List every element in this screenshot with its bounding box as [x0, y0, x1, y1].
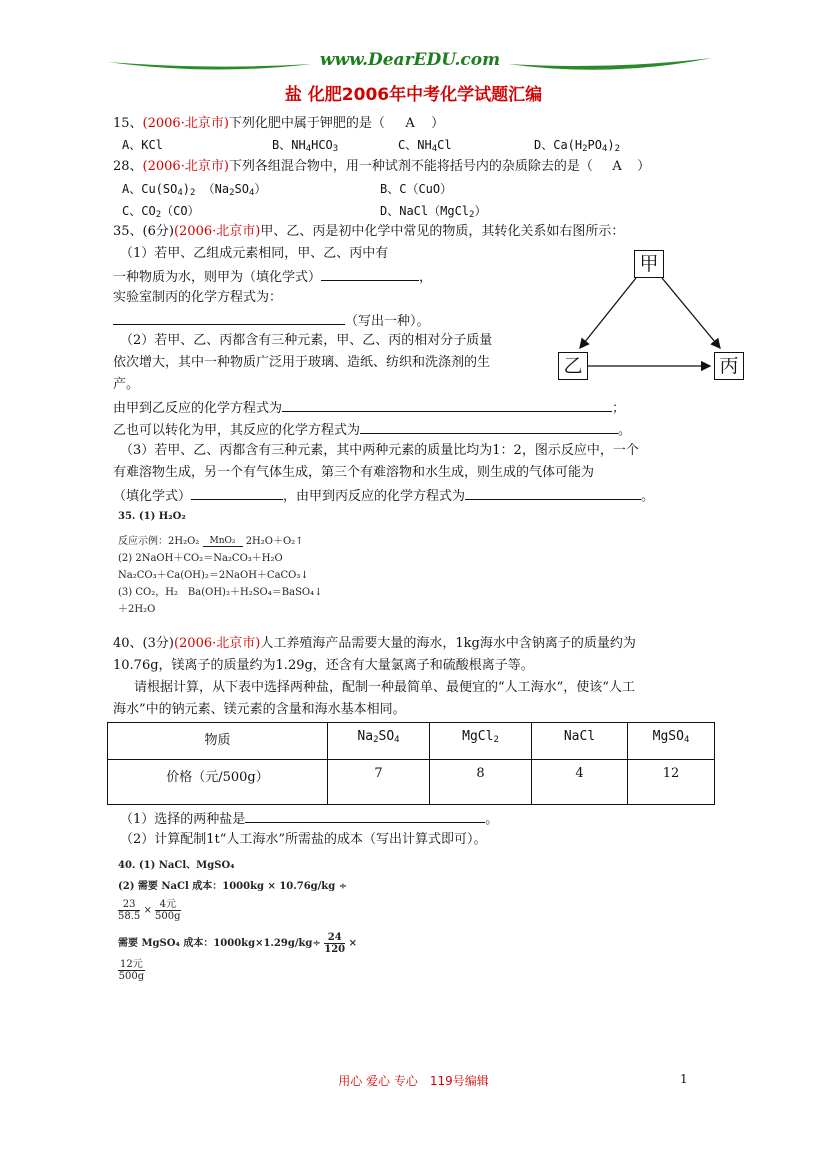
q35-part2-line2: 依次增大，其中一种物质广泛用于玻璃、造纸、纺织和洗涤剂的生: [113, 355, 491, 370]
answer-35-line1: 35. (1) H₂O₂: [118, 511, 186, 522]
node-jia: 甲: [634, 250, 664, 278]
table-cell: 12: [628, 760, 715, 805]
question-15: 15、(2006·北京市)下列化肥中属于钾肥的是（ A ）: [113, 116, 445, 131]
q35-part2-line4: 由甲到乙反应的化学方程式为 ；: [113, 397, 625, 419]
answer-35-line3: (2) 2NaOH＋CO₂＝Na₂CO₃＋H₂O: [118, 553, 283, 564]
q40-line2: 10.76g，镁离子的质量约为1.29g，还含有大量氯离子和硫酸根离子等。: [113, 658, 534, 673]
q28-options-ab: A、$Cu(SO_4)_2$ $(Na_2SO_4)$ B、C（CuO）: [122, 182, 453, 198]
table-header-mgso4: MgSO$_4$: [628, 723, 715, 760]
answer-40-line2: (2) 需要 NaCl 成本：1000kg × 10.76g/kg ÷: [118, 881, 348, 892]
answer-blank[interactable]: [282, 397, 612, 412]
table-cell-price-label: 价格（元/500g）: [108, 760, 328, 805]
answer-blank[interactable]: [113, 310, 345, 325]
table-cell: 4: [532, 760, 628, 805]
footer-text: 用心 爱心 专心 119号编辑: [338, 1074, 489, 1088]
q35-part2-line5: 乙也可以转化为甲，其反应的化学方程式为 。: [113, 419, 631, 441]
table-row: [108, 723, 715, 760]
answer-blank[interactable]: [245, 808, 485, 823]
table-header-substance: 物质: [108, 723, 328, 760]
fraction: $\frac{24}{120}$: [324, 932, 346, 955]
page-number: 1: [680, 1072, 688, 1086]
q40-line4: 海水”中的钠元素、镁元素的含量和海水基本相同。: [113, 702, 406, 717]
table-header-mgcl2: MgCl$_2$: [430, 723, 532, 760]
q35-part3-line1: （3）若甲、乙、丙都含有三种元素，其中两种元素的质量比均为1：2，图示反应中，一个: [120, 443, 639, 458]
q35-part1-line3: 实验室制丙的化学方程式为：: [113, 290, 283, 305]
node-bing: 丙: [714, 352, 744, 380]
answer-40: [118, 857, 357, 982]
answer-35-line5: (3) CO₂，H₂ Ba(OH)₂＋H₂SO₄＝BaSO₄↓: [118, 587, 323, 598]
q35-part1-line1: （1）若甲、乙组成元素相同，甲、乙、丙中有: [120, 246, 389, 261]
fraction: $\frac{23}{58.5}$: [118, 899, 141, 922]
q35-part2-line1: （2）若甲、乙、丙都含有三种元素，甲、乙、丙的相对分子质量: [120, 333, 493, 348]
q15-options: A、KCl B、$NH_4HCO_3$ C、$NH_4Cl$ D、$Ca(H_2PO_4)_2$: [122, 138, 621, 154]
answer-40-line4: 需要 MgSO₄ 成本：1000kg×1.29g/kg÷ $\frac{24}{120}$ ×: [118, 932, 358, 955]
q35-part2-line3: 产。: [113, 377, 140, 392]
conversion-diagram: [558, 248, 748, 384]
page-title: 盐 化肥2006年中考化学试题汇编: [284, 85, 543, 105]
answer-40-line3: $\frac{23}{58.5}$ × $\frac{\text{4元}}{500g}$: [118, 899, 181, 922]
q40-sub2: （2）计算配制1t“人工海水”所需盐的成本（写出计算式即可）。: [120, 832, 487, 847]
q35-part3-line2: 有难溶物生成，另一个有气体生成，第三个有难溶物和水生成，则生成的气体可能为: [113, 465, 595, 480]
table-cell: 7: [328, 760, 430, 805]
answer-blank[interactable]: [321, 266, 419, 281]
answer-35-line4: Na₂CO₃＋Ca(OH)₂＝2NaOH＋CaCO₃↓: [118, 570, 309, 581]
table-row: [108, 760, 715, 805]
fraction: $\frac{\text{4元}}{500g}$: [155, 899, 181, 922]
table-header-na2so4: $Na_2SO_4$: [328, 723, 430, 760]
fraction: $\frac{\text{12元}}{500g}$: [118, 959, 145, 982]
price-table: [107, 722, 715, 805]
q28-options-cd: C、$CO_2(CO)$ D、NaCl（MgCl$_2$）: [122, 204, 487, 220]
answer-35-line6: ＋2H₂O: [118, 604, 156, 615]
answer-35-line2: 反应示例：2H₂O₂ MnO₂ 2H₂O＋O₂↑: [118, 535, 304, 547]
answer-40-line5: [118, 959, 357, 982]
question-35: 35、(6分)(2006·北京市)甲、乙、丙是初中化学中常见的物质，其转化关系如右图所示：: [113, 224, 625, 239]
q40-line3: 请根据计算，从下表中选择两种盐，配制一种最简单、最便宜的“人工海水”，使该“人工: [134, 680, 635, 695]
table-cell: 8: [430, 760, 532, 805]
table-header-nacl: NaCl: [532, 723, 628, 760]
question-28: 28、(2006·北京市)下列各组混合物中，用一种试剂不能将括号内的杂质除去的是（ A ）: [113, 159, 651, 174]
node-yi: 乙: [558, 352, 588, 380]
answer-blank[interactable]: [191, 485, 283, 500]
answer-blank[interactable]: [360, 419, 618, 434]
q35-part1-line4: （写出一种）。: [113, 310, 430, 332]
q35-part1-line2: 一种物质为水，则甲为（填化学式） ，: [113, 266, 432, 288]
q35-part3-line3: （填化学式） ，由甲到丙反应的化学方程式为 。: [113, 485, 654, 507]
answer-35: [118, 508, 323, 618]
answer-blank[interactable]: [465, 485, 641, 500]
question-40: 40、(3分)(2006·北京市)人工养殖海产品需要大量的海水，1kg海水中含钠离子的质量约为: [113, 636, 636, 651]
q40-sub1: （1）选择的两种盐是 。: [120, 808, 498, 830]
site-url[interactable]: www.DearEDU.com: [319, 50, 501, 70]
answer-40-line1: 40. (1) NaCl、MgSO₄: [118, 860, 235, 871]
